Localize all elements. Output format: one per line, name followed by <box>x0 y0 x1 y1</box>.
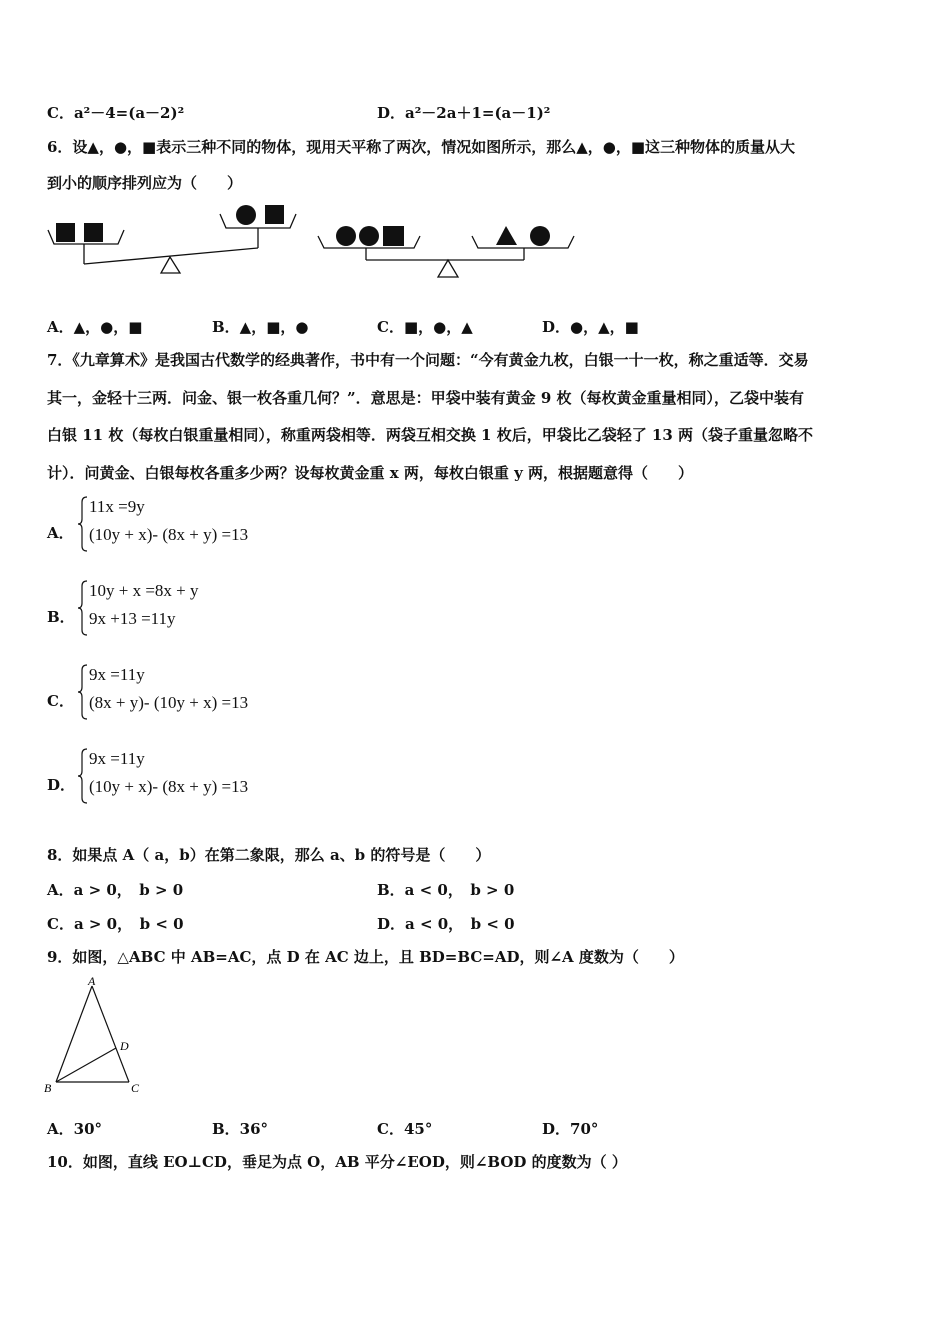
q10-stem: 10．如图，直线 EO⊥CD，垂足为点 O，AB 平分∠EOD，则∠BOD 的度数为（ ） <box>47 1153 627 1171</box>
square-shape <box>383 226 404 246</box>
q6-stem-line2: 到小的顺序排列应为（ ） <box>47 174 243 192</box>
q9-option-d: D．70° <box>542 1120 599 1138</box>
q9-stem: 9．如图，△ABC 中 AB=AC，点 D 在 AC 边上，且 BD=BC=AD，则∠A 度数为（ ） <box>47 948 684 966</box>
brace-icon <box>77 580 89 636</box>
option-label: D． <box>47 776 76 794</box>
brace-icon <box>77 496 89 552</box>
q6-stem-line1: 6．设▲，●，■表示三种不同的物体，现用天平称了两次，情况如图所示，那么▲，●，■这三种物体的质量从大 <box>47 138 796 156</box>
q7-option-a <box>47 496 347 556</box>
vertex-label-a: A <box>88 975 96 988</box>
equation-2: (10y + x)- (8x + y) =13 <box>89 777 249 796</box>
q9-option-b: B．36° <box>212 1120 269 1138</box>
q7-stem-line3: 白银 11 枚（每枚白银重量相同），称重两袋相等．两袋互相交换 1 枚后，甲袋比乙袋轻了 13 两（袋子重量忽略不 <box>47 426 814 444</box>
q8-stem: 8．如果点 A（ a，b）在第二象限，那么 a、b 的符号是（ ） <box>47 846 491 864</box>
circle-shape <box>236 205 256 225</box>
q9-triangle-figure <box>40 975 150 1097</box>
q6-option-d: D．●，▲，■ <box>542 318 639 336</box>
option-label: C． <box>47 692 74 710</box>
vertex-label-d: D <box>120 1039 129 1053</box>
q7-stem-line4: 计）．问黄金、白银每枚各重多少两？设每枚黄金重 x 两，每枚白银重 y 两，根据题意得（ ） <box>47 464 694 482</box>
side-ab <box>56 986 92 1082</box>
triangle-shape <box>496 226 517 245</box>
equation-1: 11x =9y <box>89 497 145 516</box>
q8-option-b: B．a < 0， b > 0 <box>377 881 515 899</box>
square-shape <box>56 223 75 242</box>
q8-option-d: D．a < 0， b < 0 <box>377 915 515 933</box>
equation-1: 9x =11y <box>89 749 145 768</box>
balance-scale-1 <box>48 214 296 273</box>
circle-shape <box>359 226 379 246</box>
option-label: A． <box>47 524 74 542</box>
q7-option-c <box>47 664 347 724</box>
equation-2: (10y + x)- (8x + y) =13 <box>89 525 249 544</box>
q6-option-a: A．▲，●，■ <box>47 318 143 336</box>
q7-option-d <box>47 748 347 808</box>
segment-bd <box>56 1048 116 1082</box>
q8-option-a: A．a > 0， b > 0 <box>47 881 184 899</box>
equation-2: 9x +13 =11y <box>89 609 176 628</box>
q6-option-c: C．■，●，▲ <box>377 318 473 336</box>
brace-icon <box>77 664 89 720</box>
circle-shape <box>530 226 550 246</box>
q6-balance-figure <box>40 198 585 280</box>
square-shape <box>265 205 284 224</box>
q9-option-c: C．45° <box>377 1120 433 1138</box>
vertex-label-c: C <box>131 1081 140 1095</box>
q9-option-a: A．30° <box>47 1120 103 1138</box>
q5-option-c: C．a²－4=(a－2)² <box>47 104 185 122</box>
q8-option-c: C．a > 0， b < 0 <box>47 915 184 933</box>
circle-shape <box>336 226 356 246</box>
option-label: B． <box>47 608 75 626</box>
equation-2: (8x + y)- (10y + x) =13 <box>89 693 249 712</box>
equation-1: 10y + x =8x + y <box>89 581 199 600</box>
equation-1: 9x =11y <box>89 665 145 684</box>
q6-option-b: B．▲，■，● <box>212 318 309 336</box>
q5-option-d: D．a²－2a＋1=(a－1)² <box>377 104 551 122</box>
q7-option-b <box>47 580 347 640</box>
side-ac <box>92 986 129 1082</box>
vertex-label-b: B <box>44 1081 52 1095</box>
square-shape <box>84 223 103 242</box>
brace-icon <box>77 748 89 804</box>
q7-stem-line1: 7．《九章算术》是我国古代数学的经典著作，书中有一个问题：“今有黄金九枚，白银一十一枚，称之重适等．交易 <box>47 351 809 369</box>
q7-stem-line2: 其一，金轻十三两．问金、银一枚各重几何？”．意思是：甲袋中装有黄金 9 枚（每枚黄金重量相同），乙袋中装有 <box>47 389 805 407</box>
